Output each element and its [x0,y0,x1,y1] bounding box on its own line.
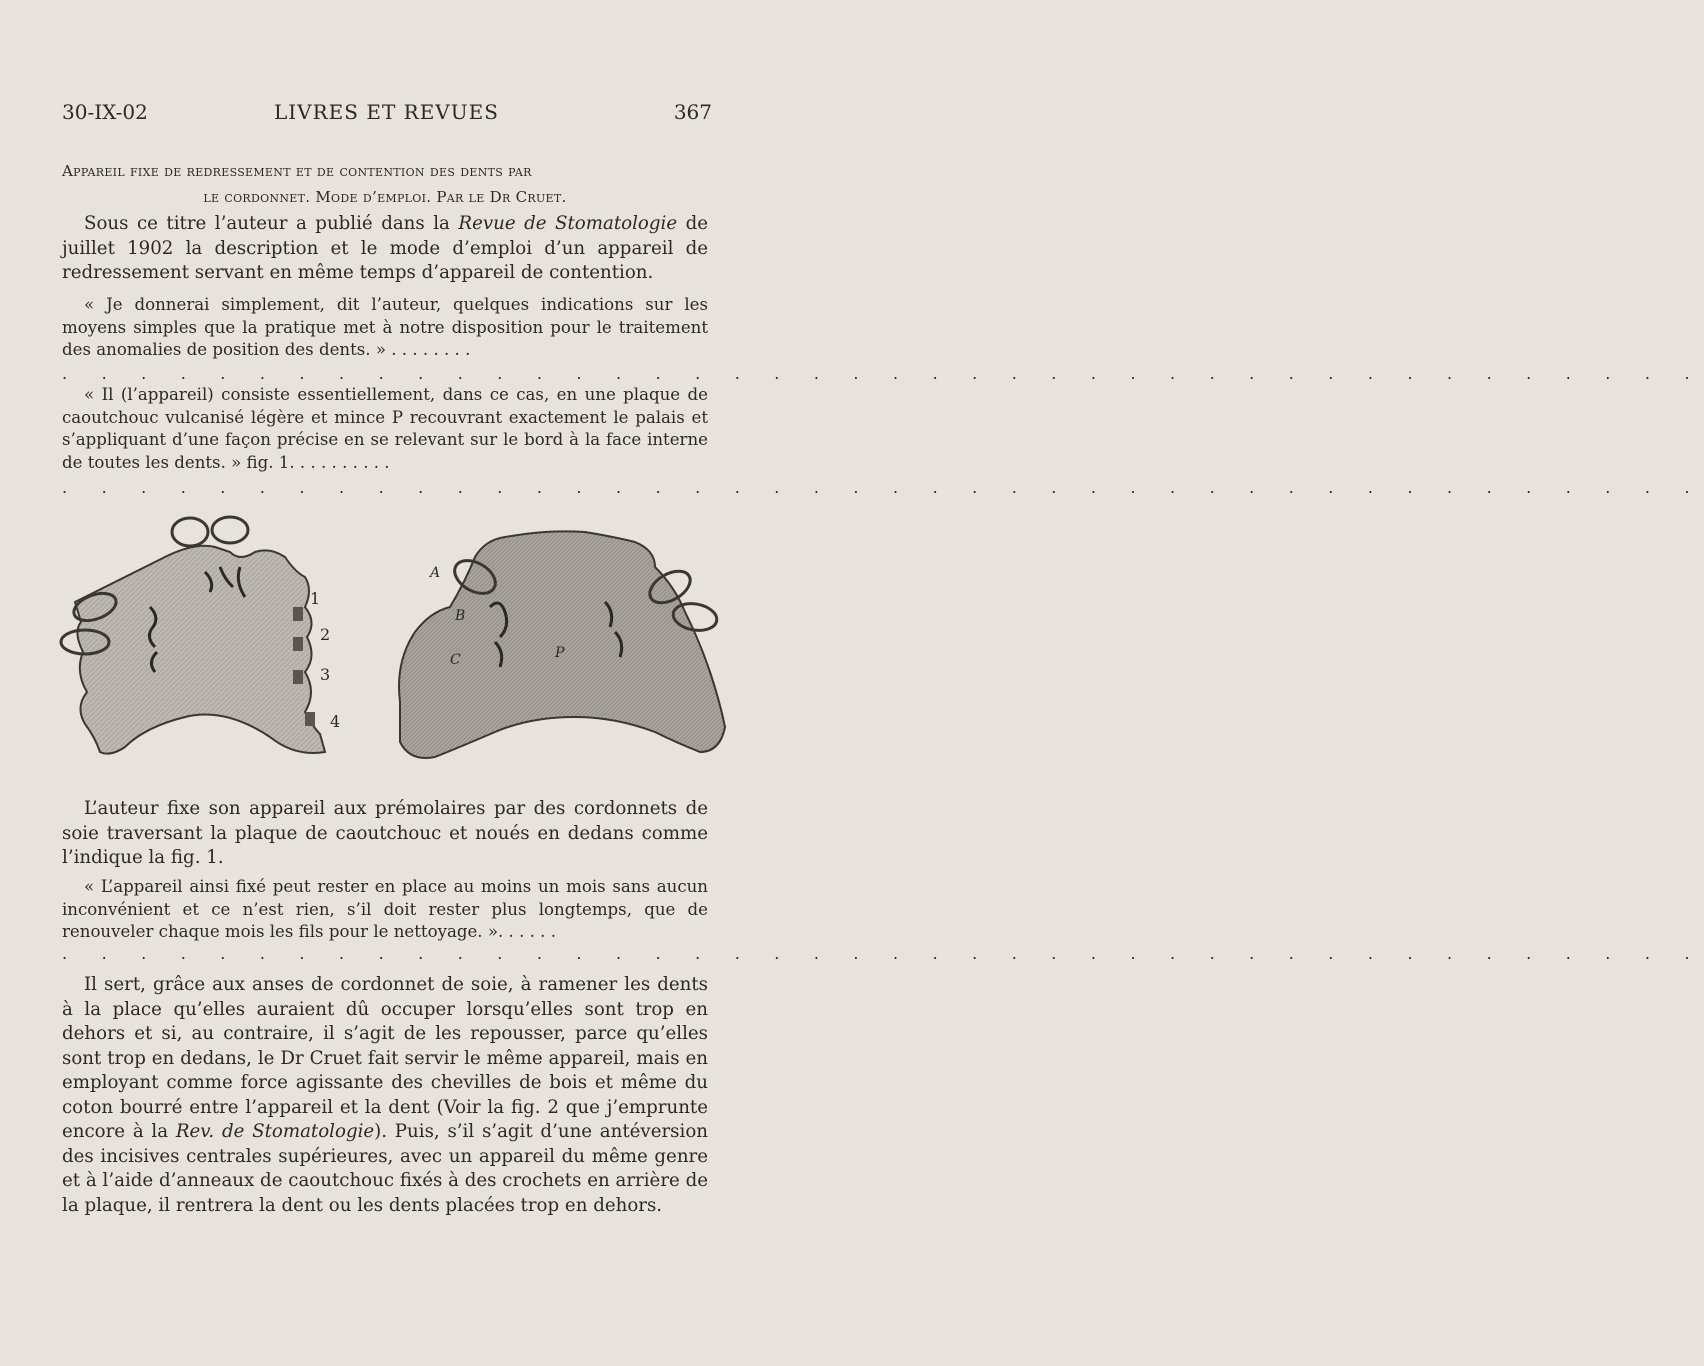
title-line-1: Appareil fixe de redressement et de contention des dents par [62,162,532,180]
title-line-2: le cordonnet. Mode d’emploi. Par le Dr Cruet. [203,188,567,206]
paragraph-usage-text-a: Il sert, grâce aux anses de cordonnet de soie, à ramener les dents à la place qu’elles auraient dû occuper lorsqu’elles sont trop en dehors et si, au contraire, il s’agit de les repousser, parce qu’elles sont trop en dedans, le Dr Cruet fait servir le même appareil, mais en employant comme force agissante des chevilles de bois et même du coton bourré entre l’appareil et la dent (Voir la fig. 2 que j’emprunte encore à la [62,974,708,1142]
fig-label-1: 1 [310,589,321,608]
fig-label-P: P [555,645,565,661]
plate-left [61,517,325,754]
paragraph-fixation: L’auteur fixe son appareil aux prémolaires par des cordonnets de soie traversant la plaque de caoutchouc et noués en dedans comme l’indique la fig. 1. [62,798,708,868]
fig-label-B: B [455,608,466,624]
running-head [62,100,712,130]
fig-label-4: 4 [330,712,341,731]
paragraph-intro-text-a: Sous ce titre l’auteur a publié dans la [84,213,459,234]
dot-row-2: . . . . . . . . . . . . . . . . . . . . . . . . . . . . . . . . . . . . . . . . . . [62,478,1704,497]
paragraph-usage [62,973,708,1218]
header-date: 30-IX-02 [62,100,148,124]
paragraph-intro-text-b: de juillet 1902 la description et le mode d’emploi d’un appareil de redressement servant en même temps d’appareil de contention. [62,213,709,283]
figure-dental-plates [55,512,735,782]
quote-2: « Il (l’appareil) consiste essentiellement, dans ce cas, en une plaque de caoutchouc vulcanisé légère et mince P recouvrant exactement le palais et s’appliquant d’une façon précise en se relevant sur le bord à la face interne de toutes les dents. » fig. 1. . . . . . . . . . [62,385,708,472]
fig-label-2: 2 [320,625,331,644]
fig-label-A: A [430,565,441,581]
fig-label-C: C [450,652,461,668]
quote-3: « L’appareil ainsi fixé peut rester en place au moins un mois sans aucun inconvénient et ce n’est rien, s’il doit rester plus longtemps, que de renouveler chaque mois les fils pour le nettoyage. ». . . . . . [62,877,708,942]
journal-abbrev: Rev. de Stomatologie [175,1121,375,1142]
dot-row-3: . . . . . . . . . . . . . . . . . . . . . . . . . . . . . . . . . . . . . . . . . . [62,944,1704,963]
paragraph-intro [62,212,708,286]
page-number: 367 [673,100,712,124]
paragraph-usage-text-b: ). Puis, s’il s’agit d’une antéversion des incisives centrales supérieures, avec un appareil du même genre et à l’aide d’anneaux de caoutchouc fixés à des crochets en arrière de la plaque, il rentrera la dent ou les dents placées trop en dehors. [62,1121,708,1216]
header-section: LIVRES ET REVUES [274,100,499,124]
dental-plate-illustration [55,512,735,782]
fig-label-3: 3 [320,665,331,684]
article-title [62,158,708,210]
dot-row-1: . . . . . . . . . . . . . . . . . . . . . . . . . . . . . . . . . . . . . . . . . . [62,364,1704,383]
journal-title: Revue de Stomatologie [458,213,678,234]
quote-1: « Je donnerai simplement, dit l’auteur, quelques indications sur les moyens simples que la pratique met à notre disposition pour le traitement des anomalies de position des dents. » . . . . . . . . [62,295,708,360]
